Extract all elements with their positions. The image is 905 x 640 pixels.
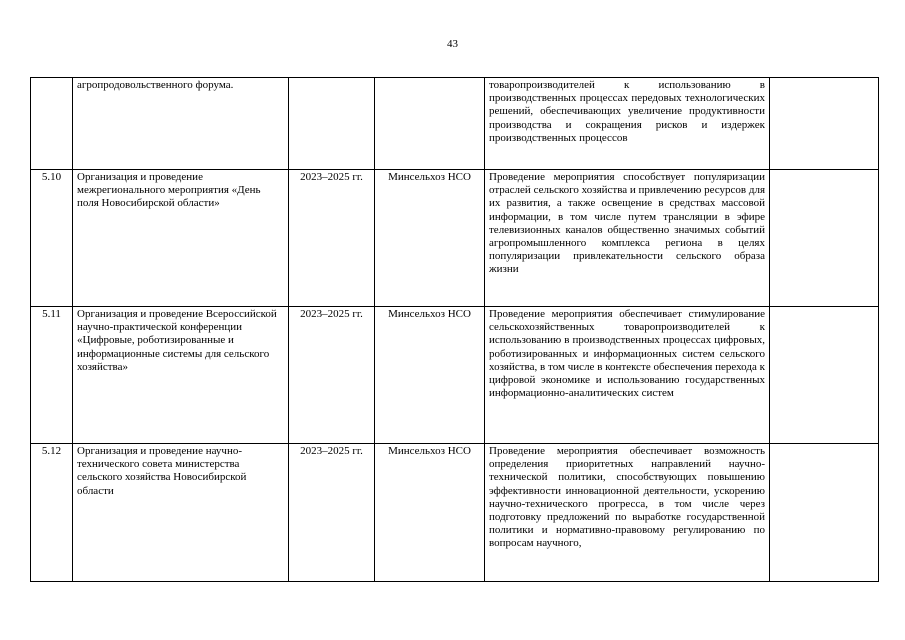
period-cell: 2023–2025 гг. <box>289 444 375 582</box>
executor-cell <box>375 78 485 170</box>
period-cell <box>289 78 375 170</box>
period-cell: 2023–2025 гг. <box>289 307 375 444</box>
measure-name-cell: агропродовольственного форума. <box>73 78 289 170</box>
executor-cell: Минсельхоз НСО <box>375 170 485 307</box>
executor-cell: Минсельхоз НСО <box>375 444 485 582</box>
row-number-cell: 5.12 <box>31 444 73 582</box>
extra-cell <box>770 307 879 444</box>
extra-cell <box>770 170 879 307</box>
measure-name-cell: Организация и проведение научно-технического совета министерства сельского хозяйства Новосибирской области <box>73 444 289 582</box>
row-number-cell: 5.11 <box>31 307 73 444</box>
table-row <box>31 307 879 444</box>
measure-name-cell: Организация и проведение межрегионального мероприятия «День поля Новосибирской области» <box>73 170 289 307</box>
measures-table <box>30 77 879 582</box>
executor-cell: Минсельхоз НСО <box>375 307 485 444</box>
result-cell: Проведение мероприятия способствует популяризации отраслей сельского хозяйства и привлечению ресурсов для их развития, а также освещение в средствах массовой информации, в том числе путем трансляции в эфире телевизионных каналов общественно значимых событий агропромышленного комплекса региона в целях популяризации привлекательности сельского образа жизни <box>485 170 770 307</box>
result-cell: товаропроизводителей к использованию в производственных процессах передовых технологических решений, обеспечивающих увеличение продуктивности производства и сокращения рисков и издержек производственных процессов <box>485 78 770 170</box>
table-row <box>31 444 879 582</box>
row-number-cell <box>31 78 73 170</box>
table-row <box>31 170 879 307</box>
result-cell: Проведение мероприятия обеспечивает возможность определения приоритетных направлений научно-технической политики, способствующих повышению эффективности инновационной деятельности, ускорению научно-технического прогресса, в том числе через подготовку предложений по выработке государственной политики и нормативно-правовому регулированию по вопросам научного, <box>485 444 770 582</box>
result-cell: Проведение мероприятия обеспечивает стимулирование сельскохозяйственных товаропроизводителей к использованию в производственных процессах цифровых, роботизированных и информационных систем сельского хозяйства, в том числе в контексте обеспечения перехода к цифровой экономике и использованию государственных информационно-аналитических систем <box>485 307 770 444</box>
row-number-cell: 5.10 <box>31 170 73 307</box>
page-number: 43 <box>447 38 458 50</box>
extra-cell <box>770 444 879 582</box>
table-row <box>31 78 879 170</box>
period-cell: 2023–2025 гг. <box>289 170 375 307</box>
measure-name-cell: Организация и проведение Всероссийской научно-практической конференции «Цифровые, роботизированные и информационные системы для сельского хозяйства» <box>73 307 289 444</box>
extra-cell <box>770 78 879 170</box>
